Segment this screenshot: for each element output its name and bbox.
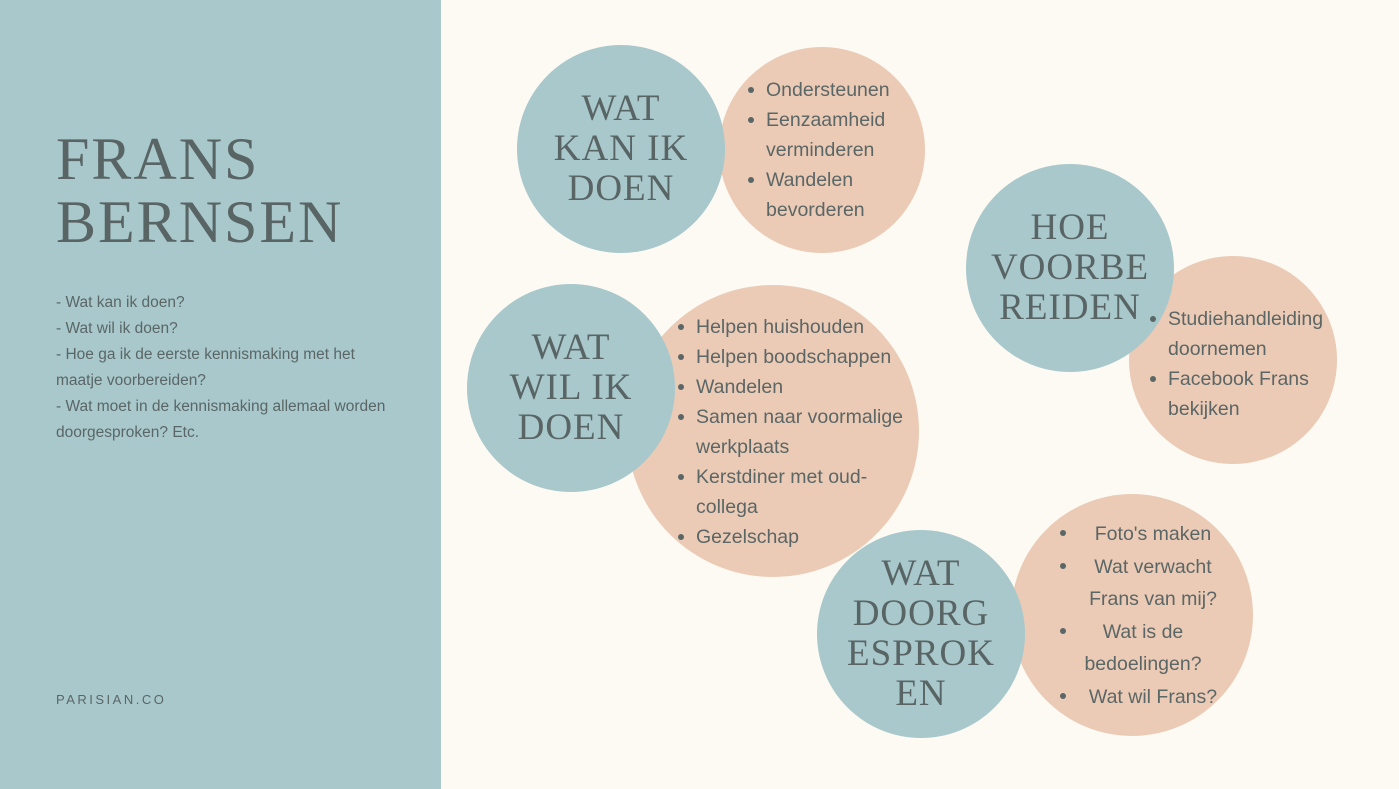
brand-label: PARISIAN.CO — [56, 692, 167, 707]
list-item: Wat is de bedoelingen? — [1056, 616, 1228, 681]
heading-line: KAN IK — [553, 128, 689, 169]
voorbereiden-heading-circle — [966, 164, 1174, 372]
doorgesproken-items-list — [1056, 518, 1228, 713]
list-item: Facebook Frans bekijken — [1146, 364, 1318, 424]
wil-heading-circle — [467, 284, 675, 492]
note-item: - Wat moet in de kennismaking allemaal worden doorgesproken? Etc. — [56, 398, 386, 441]
heading-line: DOEN — [567, 168, 675, 209]
heading-line: WIL IK — [509, 367, 633, 408]
doorgesproken-heading-circle — [817, 530, 1025, 738]
list-item: Helpen boodschappen — [674, 342, 919, 372]
note-item: - Wat wil ik doen? — [56, 320, 178, 337]
heading-line: ESPROK — [847, 633, 995, 674]
heading-line: EN — [895, 673, 947, 714]
heading-line: DOEN — [517, 407, 625, 448]
page-title — [56, 128, 343, 254]
list-item: Foto's maken — [1056, 518, 1228, 551]
kan-items-list — [744, 75, 919, 225]
wil-items-list — [674, 312, 919, 552]
list-item: Wat wil Frans? — [1056, 681, 1228, 714]
heading-line: WAT — [881, 553, 961, 594]
list-item: Helpen huishouden — [674, 312, 919, 342]
list-item: Wandelen — [674, 372, 919, 402]
heading-line: WAT — [531, 327, 611, 368]
list-item: Kerstdiner met oud-collega — [674, 462, 886, 522]
kan-heading-circle — [517, 45, 725, 253]
sidebar-panel — [0, 0, 441, 789]
wil-heading — [510, 328, 633, 448]
title-line-2: BERNSEN — [56, 189, 344, 255]
list-item: Eenzaamheid verminderen — [744, 105, 906, 165]
list-item: Wat verwacht Frans van mij? — [1056, 551, 1228, 616]
list-item: Gezelschap — [674, 522, 919, 552]
voorbereiden-heading — [991, 208, 1149, 328]
heading-line: WAT — [581, 88, 661, 129]
list-item: Samen naar voormalige werkplaats — [674, 402, 919, 462]
note-item: - Wat kan ik doen? — [56, 294, 185, 311]
title-line-1: FRANS — [56, 126, 260, 192]
note-item: - Hoe ga ik de eerste kennismaking met het maatje voorbereiden? — [56, 346, 355, 389]
heading-line: HOE — [1030, 207, 1110, 248]
doorgesproken-heading — [847, 554, 995, 714]
kan-heading — [554, 89, 688, 209]
voorbereiden-items-list — [1146, 304, 1341, 424]
heading-line: DOORG — [852, 593, 990, 634]
heading-line: REIDEN — [999, 287, 1141, 328]
heading-line: VOORBE — [990, 247, 1150, 288]
list-item: Ondersteunen — [744, 75, 919, 105]
list-item: Studiehandleiding doornemen — [1146, 304, 1341, 364]
list-item: Wandelen bevorderen — [744, 165, 886, 225]
notes-list — [56, 290, 386, 446]
